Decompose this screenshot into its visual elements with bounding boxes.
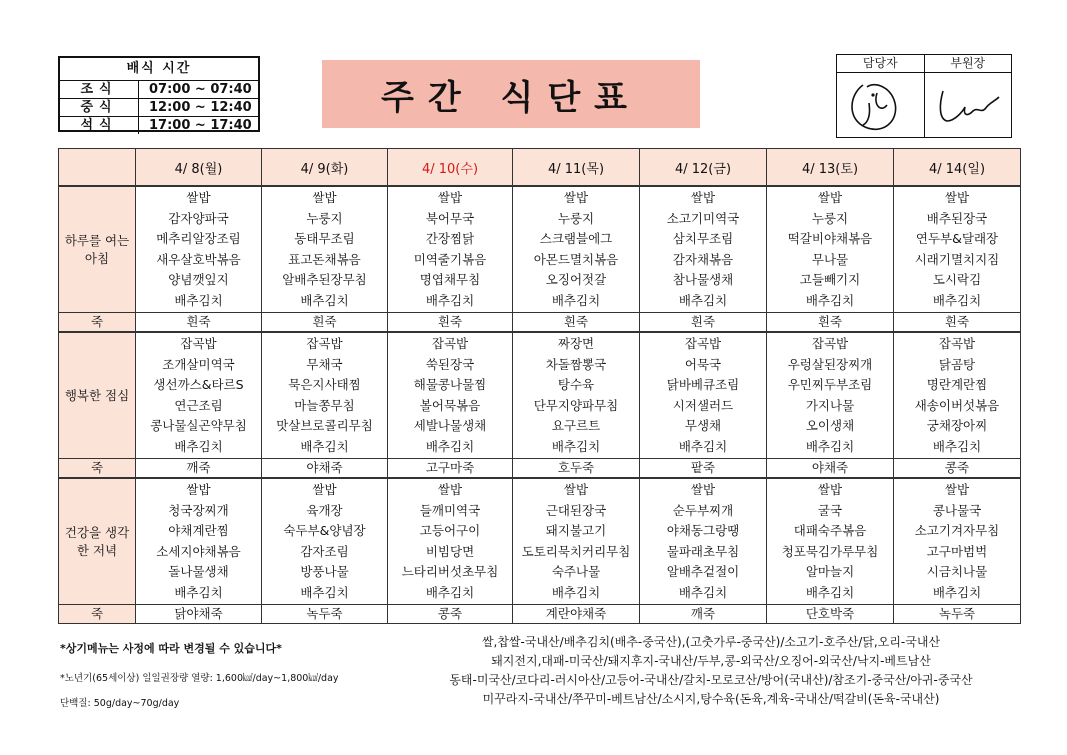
- dish-item: 물파래초무침: [666, 543, 740, 559]
- meal-time: 12:00 ~ 12:40: [149, 100, 252, 115]
- dish-item: 떡갈비야채볶음: [787, 231, 873, 246]
- dish-item: 쌀밥: [312, 482, 337, 497]
- dish-item: 배추김치: [932, 292, 982, 308]
- dish-item: 순두부찌개: [672, 502, 734, 518]
- day-header: 4/ 13(토): [767, 149, 894, 187]
- dish-item: 쌀밥: [690, 482, 716, 497]
- dish-item: 무나물: [811, 251, 849, 267]
- menu-cell: [388, 186, 513, 313]
- dish-item: 메추리알장조림: [156, 231, 241, 246]
- meal-time-box: [58, 56, 260, 132]
- dish-item: 대패숙주볶음: [793, 523, 867, 538]
- dish-item: 우렁살된장찌개: [787, 356, 873, 372]
- dish-item: 맛살브로콜리무침: [276, 418, 373, 433]
- meal-time-title: 배식 시간: [60, 58, 258, 81]
- dish-item: 마늘쫑무침: [294, 397, 355, 413]
- menu-cell: [894, 332, 1021, 459]
- dish-item: 닭바베큐조림: [666, 377, 740, 392]
- dish-item: 스크램블에그: [539, 231, 613, 246]
- menu-cell: 야채죽: [262, 459, 388, 479]
- dish-item: 새송이버섯볶음: [914, 397, 1000, 413]
- meal-time-row-lunch: [60, 98, 258, 116]
- menu-cell: [388, 332, 513, 459]
- menu-cell: 콩죽: [894, 459, 1021, 479]
- dish-item: 배추김치: [174, 292, 223, 308]
- menu-cell: [894, 478, 1021, 605]
- dish-item: 연두부&달래장: [915, 231, 999, 246]
- signature-icon: [837, 73, 923, 137]
- dish-item: 돌나물생채: [168, 564, 229, 579]
- dish-item: 배추김치: [174, 584, 223, 600]
- dish-item: 쑥된장국: [425, 356, 475, 372]
- dish-item: 배추김치: [425, 584, 475, 600]
- calorie-note: *노년기(65세이상) 일일권장량 열량: 1,600㎉/day~1,800㎉/day: [60, 673, 339, 684]
- dish-item: 청포묵김가루무침: [781, 543, 879, 559]
- dish-item: 볼어묵볶음: [419, 397, 481, 413]
- dish-item: 삼치무조림: [672, 231, 734, 246]
- menu-cell: [767, 332, 894, 459]
- dish-item: 참나물생채: [672, 272, 734, 287]
- dish-item: 아몬드멸치볶음: [533, 251, 619, 267]
- change-notice: *상기메뉴는 사정에 따라 변경될 수 있습니다*: [60, 642, 282, 655]
- dish-item: 청국장찌개: [168, 502, 229, 518]
- dish-item: 무생채: [684, 418, 722, 433]
- dish-item: 알배추겉절이: [666, 564, 740, 579]
- dish-item: 야채계란찜: [168, 523, 229, 538]
- dish-item: 콩나물실곤약무침: [150, 418, 247, 433]
- dish-item: 어묵국: [684, 356, 722, 372]
- dish-item: 생선까스&타르S: [153, 377, 244, 392]
- dish-item: 해물콩나물찜: [413, 377, 487, 392]
- weekly-menu-table: [58, 148, 1021, 624]
- dish-item: 요구르트: [551, 418, 601, 433]
- dish-item: 간장찜닭: [425, 231, 475, 246]
- dish-item: 쌀밥: [944, 190, 970, 205]
- approval-column-manager: [837, 55, 924, 137]
- menu-cell: [136, 332, 262, 459]
- approval-box: [836, 54, 1012, 138]
- origin-info: [386, 633, 1036, 709]
- menu-cell: [513, 186, 640, 313]
- menu-cell: [136, 478, 262, 605]
- menu-cell: 단호박죽: [767, 605, 894, 624]
- meal-name: 조식: [60, 81, 139, 98]
- signature-vice-director: [925, 73, 1012, 141]
- dish-item: 닭곰탕: [938, 356, 976, 372]
- dish-item: 가지나물: [805, 397, 855, 413]
- approval-label: 부원장: [925, 55, 1012, 73]
- dish-item: 굴국: [817, 502, 843, 518]
- dish-item: 느타리버섯초무침: [401, 564, 499, 579]
- dish-item: 배추김치: [300, 438, 349, 454]
- day-header: 4/ 8(월): [136, 149, 262, 187]
- dish-item: 탕수육: [557, 377, 595, 392]
- origin-line: 돼지전지,대패-미국산/돼지후지-국내산/두부,콩-외국산/오징어-외국산/낙지-베트남산: [491, 654, 931, 668]
- dish-item: 소고기겨자무침: [914, 523, 1000, 538]
- dish-item: 궁채장아찌: [926, 418, 988, 433]
- menu-cell: [640, 478, 767, 605]
- dish-item: 배추김치: [551, 292, 601, 308]
- dish-item: 쌀밥: [186, 482, 211, 497]
- menu-cell: 계란야채죽: [513, 605, 640, 624]
- dish-item: 시래기멸치지짐: [914, 251, 1000, 267]
- dish-item: 연근조림: [174, 397, 223, 413]
- row-label: 행복한 점심: [59, 332, 136, 459]
- menu-cell: [640, 186, 767, 313]
- meal-name: 중식: [60, 99, 139, 116]
- dinner-porridge-row: [59, 605, 1021, 624]
- meal-time-row-dinner: [60, 116, 258, 134]
- day-header: 4/ 11(목): [513, 149, 640, 187]
- dish-item: 배추김치: [678, 438, 728, 454]
- dish-item: 콩나물국: [932, 502, 982, 518]
- breakfast-porridge-row: [59, 313, 1021, 333]
- row-label: 하루를 여는 아침: [59, 186, 136, 313]
- dish-item: 쌀밥: [186, 190, 211, 205]
- dish-item: 육개장: [306, 502, 343, 518]
- dish-item: 배추김치: [300, 584, 349, 600]
- dish-item: 명엽채무침: [419, 272, 481, 287]
- dish-item: 잡곡밥: [938, 336, 976, 351]
- menu-cell: 야채죽: [767, 459, 894, 479]
- dish-item: 감자채볶음: [672, 251, 734, 267]
- dish-item: 숙두부&양념장: [283, 523, 366, 538]
- dish-item: 북어무국: [425, 210, 475, 226]
- dish-item: 잡곡밥: [306, 336, 343, 351]
- dish-item: 쌀밥: [944, 482, 970, 497]
- dish-item: 잡곡밥: [180, 336, 217, 351]
- dish-item: 고등어구이: [419, 523, 481, 538]
- dish-item: 고들빼기지: [799, 272, 861, 287]
- dish-item: 쌀밥: [817, 190, 843, 205]
- dish-item: 배추김치: [932, 438, 982, 454]
- footer-notes: [60, 640, 339, 720]
- row-label: 죽: [59, 459, 136, 479]
- meal-time: 07:00 ~ 07:40: [149, 82, 252, 97]
- dish-item: 시저샐러드: [672, 397, 734, 413]
- menu-cell: [513, 478, 640, 605]
- dish-item: 쌀밥: [563, 482, 589, 497]
- menu-cell: [262, 186, 388, 313]
- menu-cell: 고구마죽: [388, 459, 513, 479]
- menu-cell: [262, 332, 388, 459]
- meal-time: 17:00 ~ 17:40: [149, 118, 252, 133]
- menu-cell: 흰죽: [767, 313, 894, 333]
- dish-item: 새우살호박볶음: [156, 251, 241, 267]
- dish-item: 알마늘지: [805, 564, 855, 579]
- approval-column-vice-director: [924, 55, 1012, 137]
- dish-item: 차돌짬뽕국: [545, 356, 607, 372]
- dish-item: 묵은지사태찜: [288, 377, 361, 392]
- day-header-row: [59, 149, 1021, 187]
- title-banner: [322, 60, 700, 128]
- signature-manager: [837, 73, 924, 141]
- dish-item: 오징어젓갈: [545, 272, 607, 287]
- menu-cell: [388, 478, 513, 605]
- dish-item: 시금치나물: [926, 564, 988, 579]
- dish-item: 잡곡밥: [431, 336, 469, 351]
- dish-item: 단무지양파무침: [533, 397, 619, 413]
- dish-item: 감자조림: [300, 543, 349, 559]
- menu-cell: 호두죽: [513, 459, 640, 479]
- dish-item: 잡곡밥: [684, 336, 722, 351]
- dish-item: 배추김치: [678, 292, 728, 308]
- menu-cell: 팥죽: [640, 459, 767, 479]
- day-header: 4/ 9(화): [262, 149, 388, 187]
- dish-item: 누룽지: [306, 210, 343, 226]
- menu-cell: 녹두죽: [262, 605, 388, 624]
- menu-cell: [767, 186, 894, 313]
- dish-item: 오이생채: [805, 418, 855, 433]
- page-title: 주간 식단표: [380, 77, 642, 118]
- dish-item: 배추김치: [805, 584, 855, 600]
- dish-item: 우민찌두부조림: [787, 377, 873, 392]
- dish-item: 들깨미역국: [419, 502, 481, 518]
- dish-item: 소고기미역국: [666, 210, 740, 226]
- dish-item: 숙주나물: [551, 564, 601, 579]
- menu-cell: 콩죽: [388, 605, 513, 624]
- dish-item: 배추김치: [805, 438, 855, 454]
- dish-item: 감자양파국: [168, 210, 229, 226]
- dish-item: 쌀밥: [437, 482, 463, 497]
- dish-item: 누룽지: [811, 210, 849, 226]
- dish-item: 잡곡밥: [811, 336, 849, 351]
- dish-item: 조개살미역국: [162, 356, 235, 372]
- dish-item: 도시락김: [932, 272, 982, 287]
- dish-item: 동태무조림: [294, 231, 355, 246]
- dish-item: 배추김치: [300, 292, 349, 308]
- menu-cell: [767, 478, 894, 605]
- dish-item: 비빔당면: [425, 543, 475, 559]
- dish-item: 미역줄기볶음: [413, 251, 487, 267]
- header-corner: [59, 149, 136, 187]
- menu-cell: 흰죽: [894, 313, 1021, 333]
- menu-cell: [513, 332, 640, 459]
- menu-cell: 흰죽: [513, 313, 640, 333]
- dish-item: 쌀밥: [563, 190, 589, 205]
- dish-item: 알배추된장무침: [282, 272, 367, 287]
- dish-item: 배추김치: [174, 438, 223, 454]
- dish-item: 배추된장국: [926, 210, 988, 226]
- dinner-row: [59, 478, 1021, 605]
- origin-line: 쌀,찹쌀-국내산/배추김치(배추-중국산),(고춧가루-중국산)/소고기-호주산/닭,오리-국내산: [481, 635, 941, 649]
- menu-cell: 흰죽: [136, 313, 262, 333]
- menu-body: [59, 186, 1021, 624]
- lunch-porridge-row: [59, 459, 1021, 479]
- lunch-row: [59, 332, 1021, 459]
- menu-cell: [894, 186, 1021, 313]
- dish-item: 배추김치: [551, 584, 601, 600]
- menu-cell: 녹두죽: [894, 605, 1021, 624]
- menu-cell: 흰죽: [640, 313, 767, 333]
- row-label: 건강을 생각한 저녁: [59, 478, 136, 605]
- dish-item: 표고돈채볶음: [288, 251, 361, 267]
- day-header: 4/ 12(금): [640, 149, 767, 187]
- meal-time-row-breakfast: [60, 81, 258, 98]
- menu-cell: [640, 332, 767, 459]
- dish-item: 배추김치: [551, 438, 601, 454]
- dish-item: 짜장면: [557, 336, 595, 351]
- dish-item: 소세지야채볶음: [156, 543, 241, 559]
- day-header: 4/ 14(일): [894, 149, 1021, 187]
- dish-item: 도토리묵치커리무침: [521, 543, 631, 559]
- dish-item: 쌀밥: [437, 190, 463, 205]
- menu-cell: 깨죽: [640, 605, 767, 624]
- breakfast-row: [59, 186, 1021, 313]
- dish-item: 고구마범벅: [926, 543, 988, 559]
- dish-item: 배추김치: [678, 584, 728, 600]
- row-label: 죽: [59, 313, 136, 333]
- row-label: 죽: [59, 605, 136, 624]
- signature-icon: [925, 73, 1011, 137]
- dish-item: 무채국: [306, 356, 343, 372]
- menu-cell: [262, 478, 388, 605]
- dish-item: 명란계란찜: [926, 377, 988, 392]
- origin-line: 미꾸라지-국내산/쭈꾸미-베트남산/소시지,탕수육(돈육,계육-국내산/떡갈비(돈육-국내산): [482, 692, 940, 706]
- dish-item: 야채동그랑땡: [666, 523, 740, 538]
- menu-cell: 닭야채죽: [136, 605, 262, 624]
- menu-cell: [136, 186, 262, 313]
- origin-line: 동태-미국산/코다리-러시아산/고등어-국내산/갈치-모로코산/방어(국내산)/참조기-중국산/아귀-중국산: [449, 673, 973, 687]
- dish-item: 양념깻잎지: [168, 272, 229, 287]
- dish-item: 근대된장국: [545, 502, 607, 518]
- dish-item: 쌀밥: [690, 190, 716, 205]
- menu-cell: 흰죽: [262, 313, 388, 333]
- dish-item: 돼지불고기: [545, 523, 607, 538]
- dish-item: 배추김치: [425, 438, 475, 454]
- dish-item: 세발나물생채: [413, 418, 487, 433]
- dish-item: 배추김치: [425, 292, 475, 308]
- dish-item: 쌀밥: [312, 190, 337, 205]
- approval-label: 담당자: [837, 55, 924, 73]
- day-header-highlight: 4/ 10(수): [388, 149, 513, 187]
- dish-item: 쌀밥: [817, 482, 843, 497]
- protein-note: 단백질: 50g/day~70g/day: [60, 698, 180, 709]
- dish-item: 누룽지: [557, 210, 595, 226]
- dish-item: 배추김치: [805, 292, 855, 308]
- menu-cell: 깨죽: [136, 459, 262, 479]
- meal-name: 석식: [60, 117, 139, 134]
- dish-item: 방풍나물: [300, 564, 349, 579]
- menu-cell: 흰죽: [388, 313, 513, 333]
- dish-item: 배추김치: [932, 584, 982, 600]
